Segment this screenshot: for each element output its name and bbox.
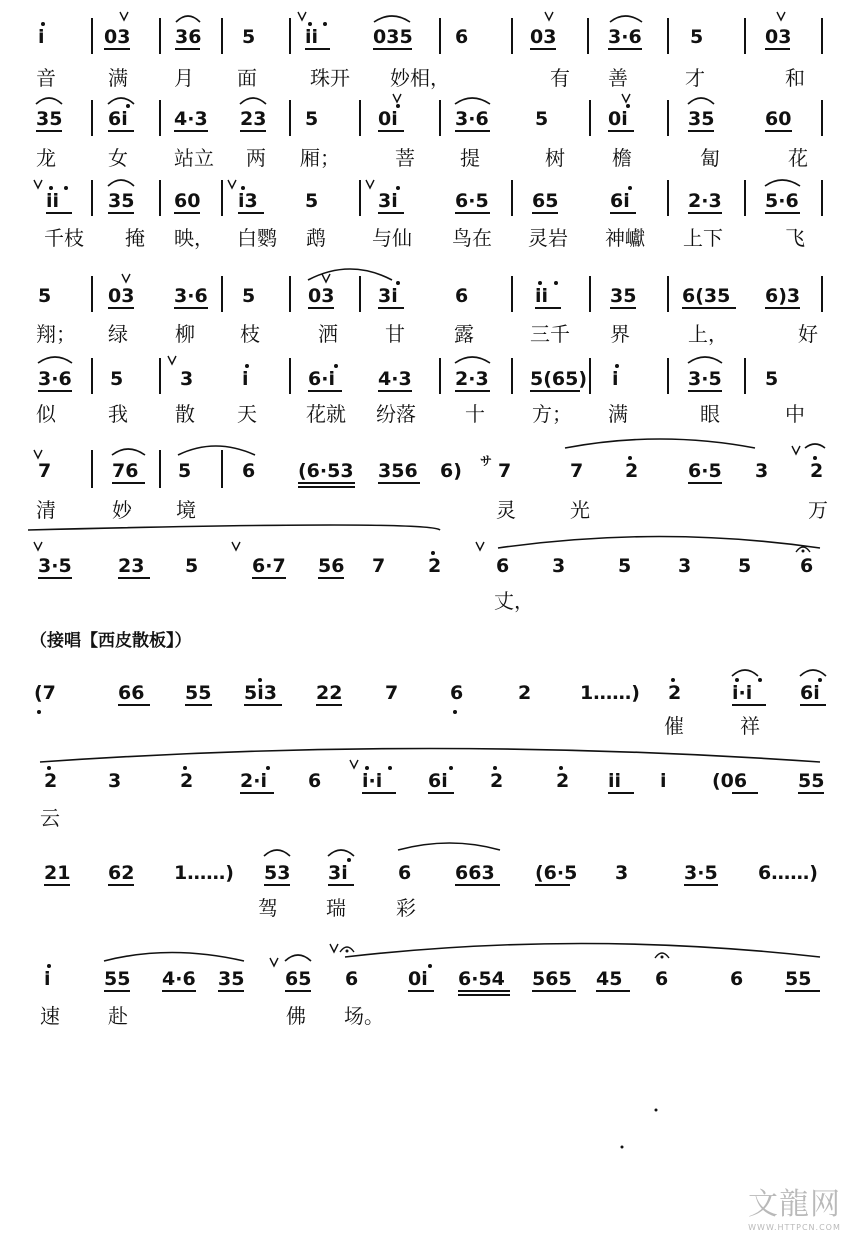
lyric: 和: [785, 66, 805, 90]
note: 2: [625, 460, 639, 482]
lyric: 光: [570, 498, 590, 522]
note: 663: [455, 862, 495, 884]
note: 5: [305, 108, 319, 130]
lyric: 似: [36, 402, 56, 426]
note: 3·6: [455, 108, 489, 130]
note: 03: [104, 26, 131, 48]
note: 35: [218, 968, 245, 990]
lyric: 方；: [532, 402, 572, 426]
lyric: 妙: [112, 498, 132, 522]
note: 5: [38, 285, 52, 307]
note: 2: [668, 682, 682, 704]
note: 60: [174, 190, 201, 212]
note: i: [44, 968, 51, 990]
note: 2: [44, 770, 58, 792]
note: 6: [455, 285, 469, 307]
note: 2: [810, 460, 824, 482]
note: 3·6: [38, 368, 72, 390]
note: 035: [373, 26, 413, 48]
lyric: 灵: [496, 498, 516, 522]
lyric: 有: [550, 66, 570, 90]
lyric: 善: [608, 66, 628, 90]
lyric: 洒: [318, 322, 338, 346]
note: 3·5: [688, 368, 722, 390]
note: 03: [765, 26, 792, 48]
note: 6: [655, 968, 669, 990]
lyric: 赴: [108, 1004, 128, 1028]
note: 6: [345, 968, 359, 990]
note: ii: [305, 26, 319, 48]
note: 6): [440, 460, 462, 482]
lyric: 珠开: [310, 66, 350, 90]
lyric: 鹉: [306, 226, 326, 250]
lyric: 满: [108, 66, 128, 90]
note: 4·3: [378, 368, 412, 390]
note: 7: [570, 460, 584, 482]
note: 2·i: [240, 770, 267, 792]
note: (7: [34, 682, 56, 704]
lyric: 散: [175, 402, 195, 426]
watermark-logo: 文龍网: [748, 1187, 841, 1222]
note: 6i: [610, 190, 630, 212]
note: 4·6: [162, 968, 196, 990]
lyric: 场。: [344, 1004, 384, 1028]
lyric: 花: [788, 146, 808, 170]
note: 65: [532, 190, 559, 212]
note: 2·3: [688, 190, 722, 212]
note: 2·3: [455, 368, 489, 390]
note: 55: [104, 968, 131, 990]
note: 4·3: [174, 108, 208, 130]
lyric: 纷落: [376, 402, 416, 426]
note: 6·5: [688, 460, 722, 482]
lyric: 眼: [700, 402, 720, 426]
note: (6·53: [298, 460, 354, 482]
lyric: 上，: [688, 322, 728, 346]
note: 5: [618, 555, 632, 577]
lyric: 檐: [612, 146, 632, 170]
lyric: 天: [237, 402, 257, 426]
lyric: 白鹦: [237, 226, 277, 250]
note: 6·54: [458, 968, 505, 990]
note: 3: [552, 555, 566, 577]
note: 565: [532, 968, 572, 990]
note: 3·5: [684, 862, 718, 884]
note: 5: [765, 368, 779, 390]
watermark: [748, 1179, 841, 1232]
note: 5: [242, 285, 256, 307]
note: 3i: [328, 862, 348, 884]
note: 3: [755, 460, 769, 482]
lyric: 妙相，: [390, 66, 450, 90]
note: 60: [765, 108, 792, 130]
note: 03: [308, 285, 335, 307]
lyric: 提: [460, 146, 480, 170]
note: 5: [690, 26, 704, 48]
note: 6)3: [765, 285, 801, 307]
lyric: 鸟在: [452, 226, 492, 250]
lyric: 花就: [306, 402, 346, 426]
note: 3·5: [38, 555, 72, 577]
lyric: 柳: [175, 322, 195, 346]
note: 7: [498, 460, 512, 482]
lyric: 催: [664, 714, 684, 738]
lyric: 龙: [36, 146, 56, 170]
lyric: 我: [108, 402, 128, 426]
note: i3: [238, 190, 258, 212]
note: i: [612, 368, 619, 390]
note: 62: [108, 862, 135, 884]
note: 55: [785, 968, 812, 990]
lyric: 界: [610, 322, 630, 346]
lyric: 映，: [174, 226, 214, 250]
note: サ: [480, 454, 493, 468]
note: 65: [285, 968, 312, 990]
note: 6: [450, 682, 464, 704]
lyric: 神巘: [605, 226, 645, 250]
note: 22: [316, 682, 343, 704]
note: 1……): [174, 862, 234, 884]
lyric: 翔；: [36, 322, 76, 346]
lyric: 飞: [785, 226, 805, 250]
note: 6i: [428, 770, 448, 792]
note: 6: [308, 770, 322, 792]
lyric: 三千: [530, 322, 570, 346]
lyric: 枝: [240, 322, 260, 346]
note: 3: [615, 862, 629, 884]
lyric: 树: [545, 146, 565, 170]
note: i: [660, 770, 667, 792]
note: 7: [385, 682, 399, 704]
lyric: 中: [785, 402, 805, 426]
note: ii: [46, 190, 60, 212]
note: 21: [44, 862, 71, 884]
note: 7: [372, 555, 386, 577]
note: i: [38, 26, 45, 48]
note: 66: [118, 682, 145, 704]
note: (6·5: [535, 862, 578, 884]
note: 6: [800, 555, 814, 577]
note: 3: [180, 368, 194, 390]
note: 53: [264, 862, 291, 884]
note: 6: [242, 460, 256, 482]
note: 6·i: [308, 368, 335, 390]
note: 5: [178, 460, 192, 482]
note: 5: [738, 555, 752, 577]
note: 0i: [378, 108, 398, 130]
note: 45: [596, 968, 623, 990]
note: 2: [518, 682, 532, 704]
note: 6: [730, 968, 744, 990]
note: ii: [535, 285, 549, 307]
note: 5: [305, 190, 319, 212]
lyric: 两: [246, 146, 266, 170]
note: (06: [712, 770, 748, 792]
note: 5(65): [530, 368, 588, 390]
note: 5: [110, 368, 124, 390]
note: 7: [38, 460, 52, 482]
lyric: 好: [798, 322, 818, 346]
note: 35: [688, 108, 715, 130]
note: 3·6: [608, 26, 642, 48]
note: i·i: [732, 682, 753, 704]
note: 6·5: [455, 190, 489, 212]
note: 6i: [108, 108, 128, 130]
lyric: 千枝: [44, 226, 84, 250]
lyric: 瑞: [326, 896, 346, 920]
lyric: 匐: [700, 146, 720, 170]
lyric: 露: [454, 322, 474, 346]
note: 23: [118, 555, 145, 577]
lyric: 佛: [286, 1004, 306, 1028]
lyric: 甘: [385, 322, 405, 346]
note: 35: [610, 285, 637, 307]
note: 3: [108, 770, 122, 792]
lyric: 厢；: [300, 146, 340, 170]
lyric: 才: [685, 66, 705, 90]
lyric: 云: [40, 806, 60, 830]
note: 55: [185, 682, 212, 704]
note: 5·6: [765, 190, 799, 212]
lyric: 女: [108, 146, 128, 170]
lyric: 音: [36, 66, 56, 90]
note: 3i: [378, 285, 398, 307]
lyric: 祥: [740, 714, 760, 738]
note: 76: [112, 460, 139, 482]
note: 35: [108, 190, 135, 212]
note: 6i: [800, 682, 820, 704]
lyric: 月: [174, 66, 194, 90]
lyric: 清: [36, 498, 56, 522]
lyric: 彩: [396, 896, 416, 920]
lyric: 与仙: [372, 226, 412, 250]
lyric: 速: [40, 1004, 60, 1028]
lyric: 掩: [125, 226, 145, 250]
lyric: 菩: [395, 146, 415, 170]
note: i: [242, 368, 249, 390]
note: 6: [496, 555, 510, 577]
lyric: 十: [465, 402, 485, 426]
note: 5: [242, 26, 256, 48]
note: 55: [798, 770, 825, 792]
note: 35: [36, 108, 63, 130]
section-label: （接唱【西皮散板】）: [30, 631, 192, 651]
note: 2: [556, 770, 570, 792]
note: 6: [455, 26, 469, 48]
lyric: 丈，: [494, 589, 534, 613]
note: 56: [318, 555, 345, 577]
lyric: 绿: [108, 322, 128, 346]
note: 3i: [378, 190, 398, 212]
note: 5i3: [244, 682, 277, 704]
lyric: 面: [237, 66, 257, 90]
note: 2: [428, 555, 442, 577]
note: i·i: [362, 770, 383, 792]
watermark-url: WWW.HTTPCN.COM: [748, 1223, 841, 1232]
lyric: 站立: [174, 146, 214, 170]
note: 6(35: [682, 285, 731, 307]
note: ii: [608, 770, 622, 792]
note: 0i: [408, 968, 428, 990]
lyric: 万: [808, 498, 828, 522]
lyric: 驾: [258, 896, 278, 920]
note: 1……): [580, 682, 640, 704]
note: 6……): [758, 862, 818, 884]
note: 356: [378, 460, 418, 482]
note: 5: [535, 108, 549, 130]
note: 03: [530, 26, 557, 48]
note: 2: [490, 770, 504, 792]
lyric: 满: [608, 402, 628, 426]
lyric: 上下: [683, 226, 723, 250]
note: 5: [185, 555, 199, 577]
note: 23: [240, 108, 267, 130]
lyric: 灵岩: [528, 226, 568, 250]
note: 3·6: [174, 285, 208, 307]
note: 3: [678, 555, 692, 577]
note: 6·7: [252, 555, 286, 577]
note: 2: [180, 770, 194, 792]
note: 36: [175, 26, 202, 48]
lyric: 境: [176, 498, 196, 522]
note: 6: [398, 862, 412, 884]
note: 0i: [608, 108, 628, 130]
note: 03: [108, 285, 135, 307]
